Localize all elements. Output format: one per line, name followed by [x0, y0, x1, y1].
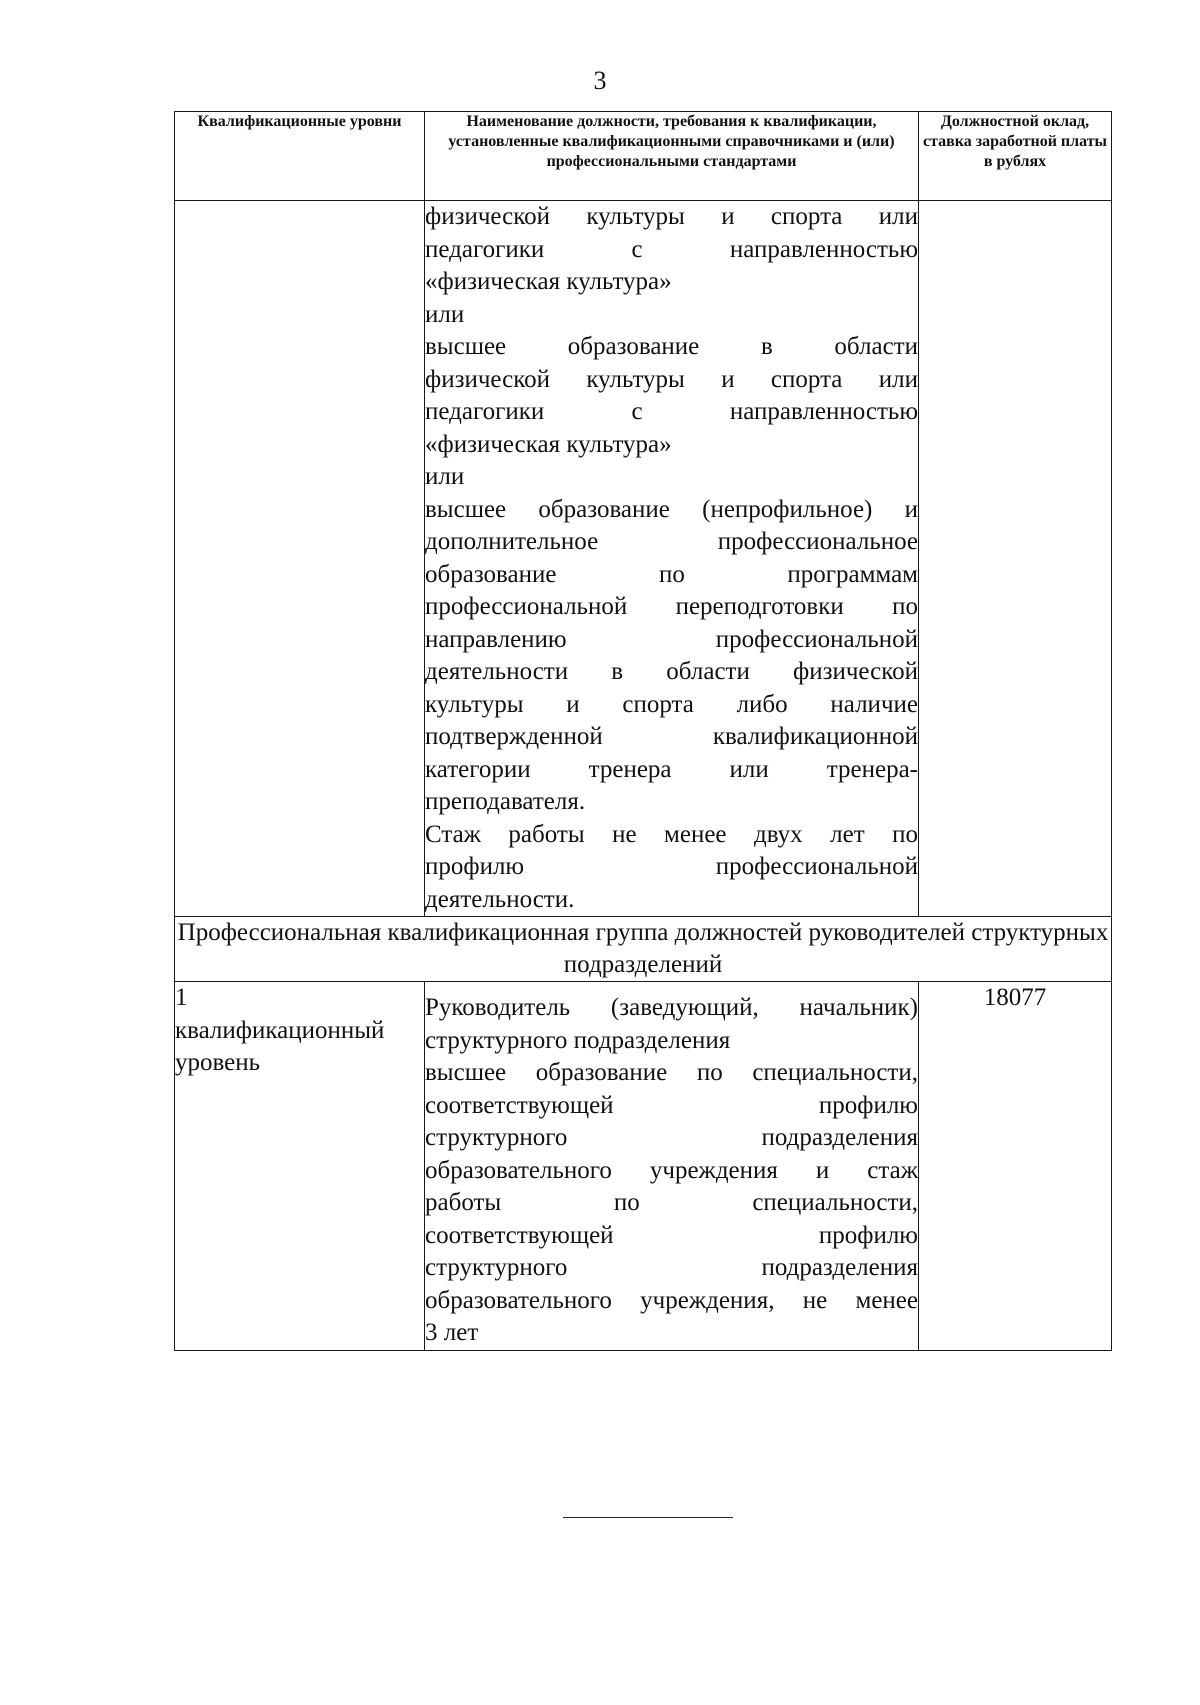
continuation-salary-cell	[919, 201, 1112, 917]
level-number: 1	[175, 984, 188, 1011]
requirement-line: соответствующей профилю	[425, 1221, 918, 1249]
level-1-row	[175, 982, 1112, 1351]
requirement-line: дополнительное профессиональное	[425, 528, 918, 555]
requirement-line: педагогики с направленностью	[425, 398, 918, 425]
requirement-line: физической культуры и спорта или	[425, 203, 918, 230]
requirement-line: «физическая культура»	[425, 430, 672, 458]
group-title-row	[175, 917, 1112, 982]
requirement-line: деятельности в области физической	[425, 658, 918, 685]
requirement-line: преподавателя.	[425, 788, 586, 815]
requirement-line: образование по программам	[425, 560, 918, 588]
requirement-line: или	[425, 463, 465, 490]
requirement-line: работы по специальности,	[425, 1189, 918, 1216]
continuation-level-cell	[175, 201, 425, 917]
level-word: квалификационный	[175, 1016, 385, 1044]
qualification-table	[174, 111, 1112, 1351]
header-salary: Должностной оклад, ставка заработной платы в рублях	[919, 112, 1112, 201]
requirement-line: физической культуры и спорта или	[425, 365, 918, 393]
requirement-line: образовательного учреждения и стаж	[425, 1156, 918, 1184]
requirement-line: высшее образование в области	[425, 333, 918, 360]
header-position-requirements: Наименование должности, требования к квалификации, установленные квалификационными справочниками и (или) профессиональными стандартами	[425, 112, 919, 201]
requirement-line: категории тренера или тренера-	[425, 755, 918, 783]
requirement-line: «физическая культура»	[425, 268, 672, 295]
requirement-line: Руководитель (заведующий, начальник)	[425, 994, 918, 1021]
requirement-line: профессиональной переподготовки по	[425, 593, 918, 620]
level-1-requirements-text	[425, 992, 918, 1350]
requirement-line: структурного подразделения	[425, 1026, 731, 1054]
level-cell	[175, 982, 425, 1351]
footer-rule	[563, 1517, 733, 1518]
requirement-line: Стаж работы не менее двух лет по	[425, 820, 918, 848]
requirement-line: направлению профессиональной	[425, 625, 918, 653]
requirement-line: соответствующей профилю	[425, 1091, 918, 1119]
continuation-requirements-cell	[425, 201, 919, 917]
requirement-line: подтвержденной квалификационной	[425, 723, 918, 750]
salary-cell: 18077	[919, 982, 1112, 1351]
requirement-line: профилю профессиональной	[425, 853, 918, 880]
requirement-line: структурного подразделения	[425, 1254, 918, 1281]
requirement-line: высшее образование по специальности,	[425, 1059, 918, 1086]
requirement-line: структурного подразделения	[425, 1124, 918, 1151]
requirement-line: высшее образование (непрофильное) и	[425, 495, 918, 523]
page-number: 3	[593, 66, 607, 95]
continuation-row	[175, 201, 1112, 917]
requirement-line: или	[425, 300, 465, 328]
header-qualification-levels: Квалификационные уровни	[175, 112, 425, 201]
requirement-line: 3 лет	[425, 1319, 479, 1346]
level-suffix: уровень	[175, 1049, 261, 1076]
requirement-line: образовательного учреждения, не менее	[425, 1286, 918, 1314]
continuation-requirements-text	[425, 201, 918, 916]
level-1-requirements-cell	[425, 982, 919, 1351]
requirement-line: культуры и спорта либо наличие	[425, 690, 918, 718]
group-title: Профессиональная квалификационная группа должностей руководителей структурных подразделений	[175, 917, 1112, 982]
requirement-line: педагогики с направленностью	[425, 235, 918, 263]
requirement-line: деятельности.	[425, 885, 575, 913]
table-header-row	[175, 112, 1112, 201]
